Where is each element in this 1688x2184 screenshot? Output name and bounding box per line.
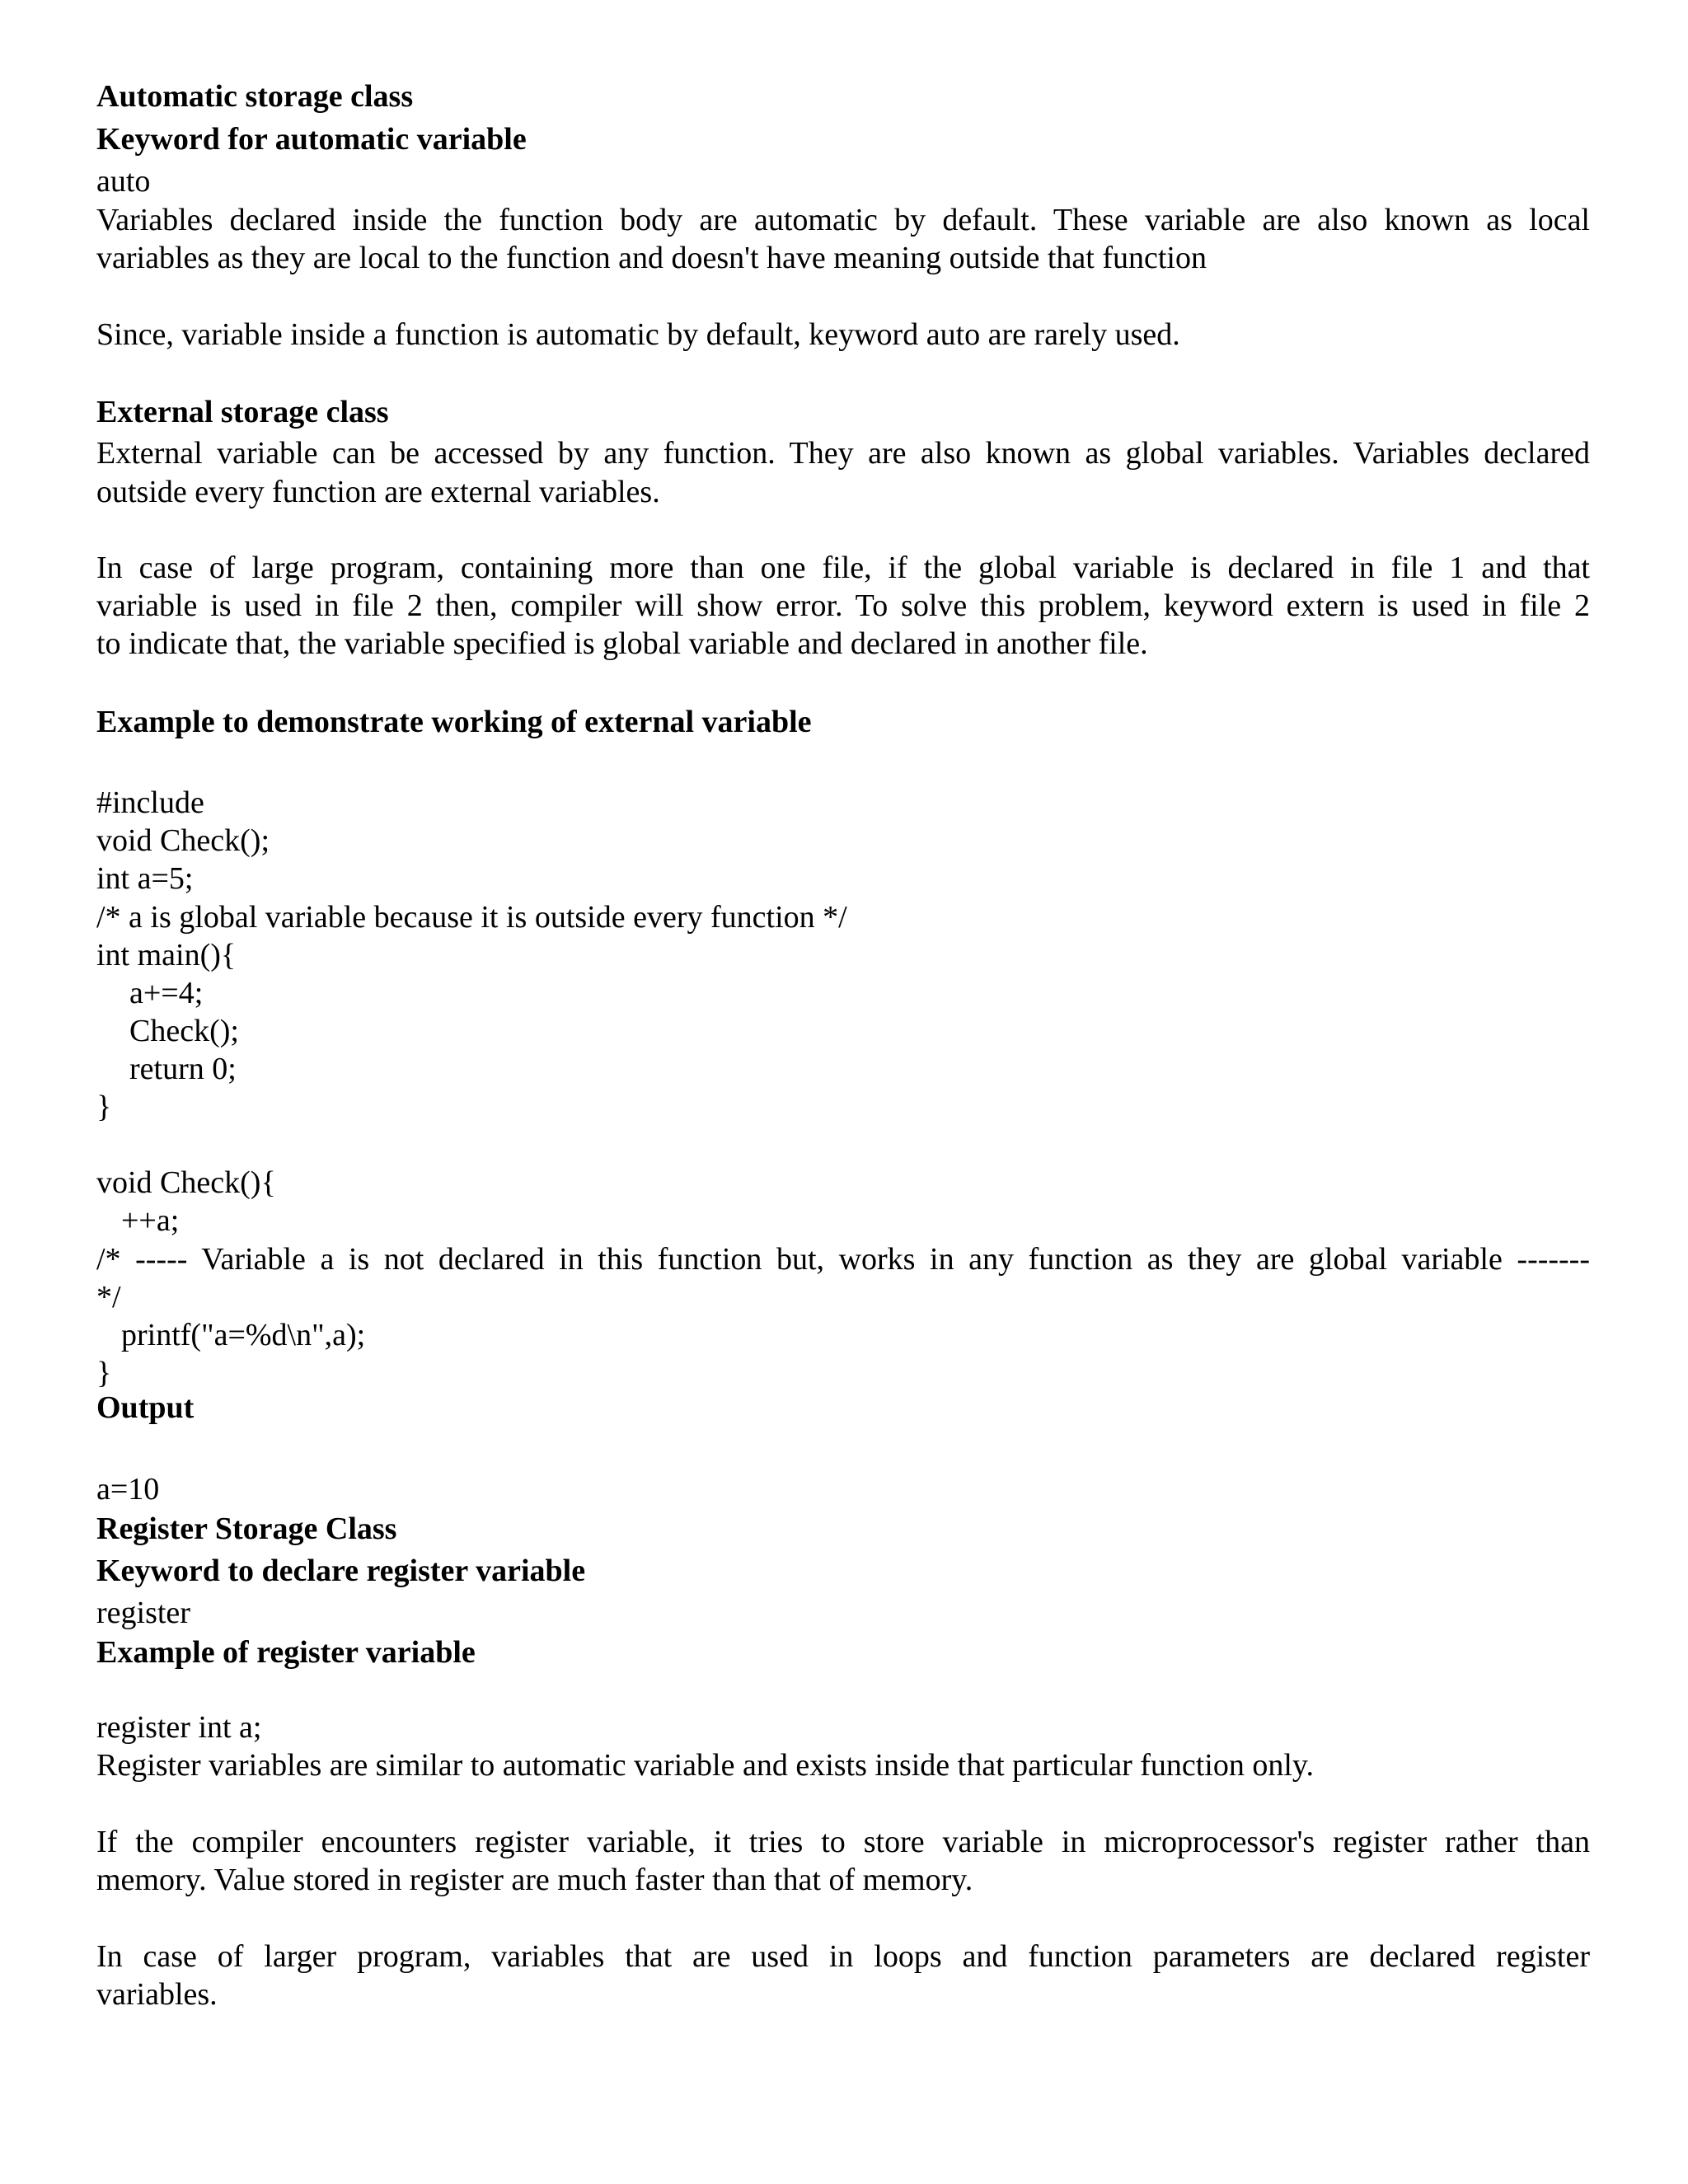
code-line: ++a; xyxy=(121,1203,180,1238)
auto-paragraph-line-1: Variables declared inside the function body are automatic by default. These variable are also known as local xyxy=(96,203,1590,237)
reg-paragraph-3-line-2: variables. xyxy=(96,1977,218,2012)
auto-keyword: auto xyxy=(96,164,151,199)
reg-example-heading: Example of register variable xyxy=(96,1635,476,1670)
reg-keyword-heading: Keyword to declare register variable xyxy=(96,1554,586,1588)
output-value: a=10 xyxy=(96,1472,160,1507)
ext-example-heading: Example to demonstrate working of external variable xyxy=(96,705,812,739)
reg-paragraph-2-line-1: If the compiler encounters register variable, it tries to store variable in microprocessor's register rather than xyxy=(96,1825,1590,1859)
code-line: #include xyxy=(96,785,204,820)
output-heading: Output xyxy=(96,1390,195,1425)
code-line: return 0; xyxy=(129,1052,237,1086)
ext-paragraph-2-line-3: to indicate that, the variable specified is global variable and declared in another file. xyxy=(96,626,1148,661)
code-line: /* ----- Variable a is not declared in this function but, works in any function as they are global variable ------- xyxy=(96,1242,1590,1277)
reg-paragraph-3-line-1: In case of larger program, variables that are used in loops and function parameters are declared register xyxy=(96,1939,1590,1974)
code-line: } xyxy=(96,1090,112,1124)
auto-keyword-heading: Keyword for automatic variable xyxy=(96,122,527,157)
reg-keyword: register xyxy=(96,1596,190,1630)
ext-paragraph-line-1: External variable can be accessed by any function. They are also known as global variables. Variables declared xyxy=(96,436,1590,471)
code-line: void Check(); xyxy=(96,823,270,858)
ext-paragraph-2-line-2: variable is used in file 2 then, compiler will show error. To solve this problem, keyword extern is used in file 2 xyxy=(96,588,1590,623)
code-line: Check(); xyxy=(129,1014,239,1048)
auto-heading: Automatic storage class xyxy=(96,79,414,114)
auto-paragraph-2: Since, variable inside a function is automatic by default, keyword auto are rarely used. xyxy=(96,317,1180,352)
code-line: } xyxy=(96,1356,112,1390)
ext-paragraph-2-line-1: In case of large program, containing more than one file, if the global variable is declared in file 1 and that xyxy=(96,551,1590,585)
code-line: /* a is global variable because it is outside every function */ xyxy=(96,900,847,935)
ext-paragraph-line-2: outside every function are external variables. xyxy=(96,475,660,509)
code-line: a+=4; xyxy=(129,976,204,1010)
auto-paragraph-line-2: variables as they are local to the function and doesn't have meaning outside that function xyxy=(96,241,1207,275)
reg-paragraph-2-line-2: memory. Value stored in register are much faster than that of memory. xyxy=(96,1863,973,1897)
code-line: void Check(){ xyxy=(96,1165,276,1200)
ext-heading: External storage class xyxy=(96,395,389,429)
reg-paragraph-1: Register variables are similar to automatic variable and exists inside that particular function only. xyxy=(96,1748,1314,1783)
reg-heading: Register Storage Class xyxy=(96,1511,397,1546)
code-line: int main(){ xyxy=(96,938,237,972)
code-line: printf("a=%d\n",a); xyxy=(121,1318,366,1352)
code-line: int a=5; xyxy=(96,861,194,896)
reg-example-code: register int a; xyxy=(96,1710,262,1745)
code-line: */ xyxy=(96,1280,121,1315)
